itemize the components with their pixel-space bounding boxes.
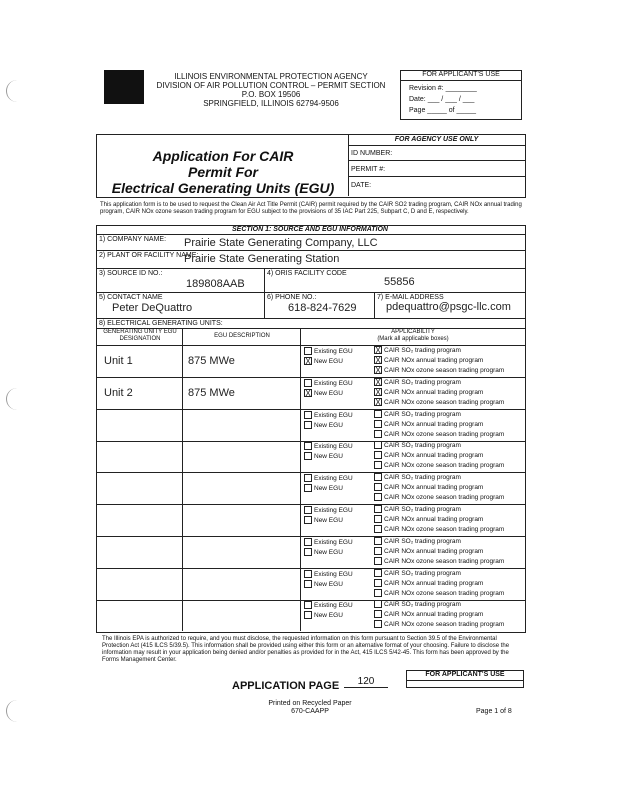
contact-label: 5) CONTACT NAME [99,294,163,301]
checkbox-label: CAIR NOx ozone season trading program [384,558,505,565]
checkbox[interactable] [374,569,382,577]
checkbox[interactable] [304,484,312,492]
cair-nox-ozone-option [374,366,504,375]
checkbox-label: CAIR SO₂ trading program [384,442,461,449]
checkbox-label: Existing EGU [314,539,353,546]
email-label: 7) E-MAIL ADDRESS [377,294,444,301]
id-number-label: ID NUMBER: [351,150,393,157]
col-applicability-header: APPLICABILITY [391,329,435,335]
checkbox-label: New EGU [314,517,343,524]
col-applicability-sub: (Mark all applicable boxes) [377,336,449,342]
checkbox[interactable] [374,493,382,501]
checkbox-label: CAIR NOx ozone season trading program [384,399,505,406]
existing-egu-option [304,570,353,579]
application-page-label: APPLICATION PAGE [232,680,340,692]
checkbox-label: Existing EGU [314,380,353,387]
phone-value[interactable]: 618-824-7629 [288,302,357,314]
existing-egu-option [304,379,353,388]
page-count: Page 1 of 8 [476,708,512,715]
new-egu-option [304,421,343,430]
checkbox-label: CAIR NOx ozone season trading program [384,494,505,501]
cair-so2-option [374,441,461,450]
form-title [100,148,346,196]
page-label: Page [409,107,426,114]
applicant-use-box: FOR APPLICANT'S USE Revision #: ________ Date: ___ / ___ / ___ Page _____ of _____ [400,70,522,120]
oris-value[interactable]: 55856 [384,276,415,288]
binder-hole-mark [6,700,17,722]
recycled-paper-note: Printed on Recycled Paper [268,700,352,707]
cair-nox-annual-option [374,547,483,556]
checkbox[interactable]: X [375,388,381,398]
checkbox[interactable] [304,442,312,450]
checkbox-label: CAIR NOx annual trading program [384,484,484,491]
checkbox[interactable]: X [375,378,381,388]
checkbox-label: Existing EGU [314,602,353,609]
checkbox[interactable] [374,430,382,438]
checkbox-label: CAIR SO₂ trading program [384,379,461,386]
checkbox[interactable] [374,461,382,469]
checkbox-label: CAIR SO₂ trading program [384,538,461,545]
cair-nox-annual-option [374,356,483,365]
section1-heading: SECTION 1: SOURCE AND EGU INFORMATION [232,226,388,233]
checkbox[interactable] [374,579,382,587]
checkbox[interactable] [304,611,312,619]
footer-notice: The Illinois EPA is authorized to require, and you must disclose, the requested information on this form pursuant to Section 39.5 of the Environmental Protection Act (415 ILCS 5/39.5). This information shall be provided using either this form or an alternative format of your choosing. Failure to disclose the information may result in your application being denied and/or penalties as provided for in the Act, 415 ILCS 5/42-45. This form has been approved by the Forms Management Center. [102,636,510,663]
checkbox-label: CAIR NOx ozone season trading program [384,367,505,374]
checkbox-label: CAIR NOx annual trading program [384,548,484,555]
existing-egu-option [304,474,353,483]
agency-line3: P.O. BOX 19506 [241,90,301,99]
checkbox[interactable] [374,451,382,459]
checkbox-label: CAIR NOx ozone season trading program [384,621,505,628]
checkbox[interactable] [304,601,312,609]
cair-so2-option [374,378,461,387]
checkbox-label: CAIR SO₂ trading program [384,411,461,418]
new-egu-option [304,484,343,493]
checkbox[interactable] [374,525,382,533]
new-egu-option [304,611,343,620]
checkbox-label: CAIR SO₂ trading program [384,601,461,608]
intro-text: This application form is to be used to request the Clean Air Act Title Permit (CAIR) permit required by the CAIR SO2 trading program, CAIR NOx annual trading program, CAIR NOx ozone season trading program for EGU subject to the provisions of 35 IAC Part 225, Subpart C, D and E, respectively. [100,202,522,215]
date-label: Date: [409,96,426,103]
checkbox-label: New EGU [314,453,343,460]
binder-hole-mark [6,80,17,102]
cair-nox-ozone-option [374,557,504,566]
egu-row [96,440,524,472]
checkbox[interactable] [374,515,382,523]
footer-applicant-use-box [406,670,524,688]
application-page-value[interactable]: 120 [344,676,388,688]
checkbox-label: Existing EGU [314,475,353,482]
agency-line4: SPRINGFIELD, ILLINOIS 62794-9506 [203,99,339,108]
existing-egu-option [304,411,353,420]
checkbox[interactable] [304,379,312,387]
checkbox[interactable] [374,473,382,481]
checkbox[interactable] [304,570,312,578]
existing-egu-option [304,442,353,451]
checkbox-label: New EGU [314,581,343,588]
checkbox[interactable] [374,600,382,608]
new-egu-option [304,357,343,366]
form-title-line1: Application For CAIR [152,148,294,164]
checkbox-label: CAIR SO₂ trading program [384,347,461,354]
existing-egu-option [304,506,353,515]
checkbox[interactable]: X [305,357,311,367]
checkbox[interactable] [374,610,382,618]
checkbox-label: CAIR NOx ozone season trading program [384,526,505,533]
checkbox[interactable] [374,505,382,513]
footer-applicant-use: FOR APPLICANT'S USE [407,671,523,681]
checkbox[interactable] [374,410,382,418]
phone-label: 6) PHONE NO.: [267,294,317,301]
form-number: 670-CAAPP [291,708,329,715]
checkbox[interactable]: X [375,356,381,366]
checkbox-label: CAIR NOx ozone season trading program [384,590,505,597]
plant-value[interactable]: Prairie State Generating Station [184,253,340,265]
col-designation-header: GENERATING UNITY EGU DESIGNATION [103,329,177,342]
cair-nox-ozone-option [374,430,504,439]
checkbox[interactable] [374,547,382,555]
checkbox[interactable] [304,474,312,482]
source-id-label: 3) SOURCE ID NO.: [99,270,163,277]
egu-row [96,409,524,441]
cair-nox-ozone-option [374,398,504,407]
form-title-line2: Permit For [187,164,258,180]
cair-so2-option [374,346,461,355]
checkbox[interactable] [374,537,382,545]
checkbox[interactable] [304,411,312,419]
checkbox[interactable] [304,516,312,524]
checkbox[interactable] [304,347,312,355]
checkbox[interactable] [374,620,382,628]
cair-nox-ozone-option [374,525,504,534]
date-blank: ___ / ___ / ___ [427,96,475,103]
cair-nox-annual-option [374,388,483,397]
checkbox[interactable]: X [375,398,381,408]
checkbox-label: Existing EGU [314,507,353,514]
cair-nox-annual-option [374,579,483,588]
egu-row [96,504,524,536]
checkbox[interactable] [304,506,312,514]
checkbox[interactable]: X [375,366,381,376]
egu-designation[interactable]: Unit 1 [104,355,133,367]
egu-row [96,377,524,409]
page-of-label: of [448,107,455,114]
cair-nox-ozone-option [374,493,504,502]
new-egu-option [304,548,343,557]
checkbox-label: CAIR NOx annual trading program [384,580,484,587]
cair-so2-option [374,600,461,609]
cair-so2-option [374,410,461,419]
checkbox-label: New EGU [314,390,343,397]
cair-so2-option [374,537,461,546]
cair-nox-annual-option [374,515,483,524]
checkbox-label: New EGU [314,358,343,365]
new-egu-option [304,516,343,525]
oris-label: 4) ORIS FACILITY CODE [267,270,347,277]
agency-use-heading: FOR AGENCY USE ONLY [394,136,479,143]
cair-nox-annual-option [374,483,483,492]
email-value[interactable]: pdequattro@psgc-llc.com [386,301,511,313]
checkbox[interactable] [374,441,382,449]
units-label: 8) ELECTRICAL GENERATING UNITS: [99,320,223,327]
checkbox-label: New EGU [314,612,343,619]
cair-nox-ozone-option [374,461,504,470]
agency-line1: ILLINOIS ENVIRONMENTAL PROTECTION AGENCY [174,72,368,81]
checkbox-label: New EGU [314,549,343,556]
contact-value[interactable]: Peter DeQuattro [112,302,193,314]
checkbox-label: Existing EGU [314,412,353,419]
existing-egu-option [304,347,353,356]
existing-egu-option [304,601,353,610]
checkbox[interactable]: X [305,389,311,399]
revision-label: Revision #: [409,85,444,92]
plant-label: 2) PLANT OR FACILITY NAME: [99,252,199,259]
checkbox-label: CAIR NOx annual trading program [384,516,484,523]
form-title-line3: Electrical Generating Units (EGU) [111,180,335,196]
new-egu-option [304,580,343,589]
checkbox[interactable] [374,483,382,491]
checkbox-label: CAIR SO₂ trading program [384,570,461,577]
checkbox[interactable] [374,557,382,565]
cair-nox-annual-option [374,610,483,619]
checkbox-label: CAIR NOx ozone season trading program [384,462,505,469]
agency-line2: DIVISION OF AIR POLLUTION CONTROL – PERMIT SECTION [156,81,386,90]
cair-so2-option [374,505,461,514]
permit-number-label: PERMIT #: [351,166,386,173]
checkbox-label: CAIR NOx annual trading program [384,611,484,618]
egu-row [96,472,524,504]
checkbox-label: CAIR NOx annual trading program [384,389,484,396]
company-label: 1) COMPANY NAME: [99,236,167,243]
checkbox[interactable] [304,452,312,460]
checkbox-label: Existing EGU [314,443,353,450]
agency-logo [104,70,144,104]
egu-description[interactable]: 875 MWe [188,355,235,367]
egu-row [96,568,524,600]
binder-hole-mark [6,388,17,410]
cair-nox-ozone-option [374,589,504,598]
cair-nox-ozone-option [374,620,504,629]
egu-description[interactable]: 875 MWe [188,387,235,399]
agency-header [146,72,396,108]
checkbox-label: CAIR SO₂ trading program [384,474,461,481]
checkbox-label: CAIR SO₂ trading program [384,506,461,513]
checkbox-label: CAIR NOx annual trading program [384,357,484,364]
source-id-value[interactable]: 189808AAB [186,278,245,290]
cair-so2-option [374,473,461,482]
egu-designation[interactable]: Unit 2 [104,387,133,399]
new-egu-option [304,452,343,461]
new-egu-option [304,389,343,398]
cair-nox-annual-option [374,451,483,460]
checkbox-label: CAIR NOx annual trading program [384,452,484,459]
checkbox[interactable] [374,589,382,597]
checkbox-label: Existing EGU [314,571,353,578]
checkbox[interactable] [304,580,312,588]
cair-nox-annual-option [374,420,483,429]
egu-row [96,599,524,631]
checkbox[interactable]: X [375,346,381,356]
applicant-use-heading: FOR APPLICANT'S USE [401,71,521,81]
agency-date-label: DATE: [351,182,372,189]
egu-row [96,345,524,377]
egu-row [96,536,524,568]
checkbox[interactable] [304,538,312,546]
checkbox[interactable] [374,420,382,428]
checkbox-label: CAIR NOx ozone season trading program [384,431,505,438]
existing-egu-option [304,538,353,547]
checkbox-label: New EGU [314,422,343,429]
checkbox[interactable] [304,548,312,556]
cair-so2-option [374,569,461,578]
checkbox-label: New EGU [314,485,343,492]
checkbox-label: Existing EGU [314,348,353,355]
checkbox[interactable] [304,421,312,429]
company-value[interactable]: Prairie State Generating Company, LLC [184,237,378,249]
col-description-header: EGU DESCRIPTION [214,333,270,339]
checkbox-label: CAIR NOx annual trading program [384,421,484,428]
